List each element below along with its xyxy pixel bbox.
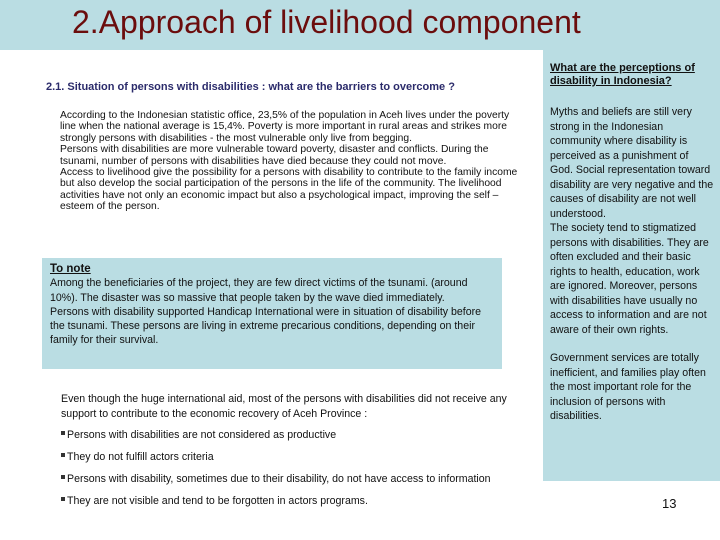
note-paragraph: Persons with disability supported Handicap International were in situation of disability before the tsunami. These persons are living in extreme precarious conditions, depending on their family for their survival. [50,305,482,347]
bullet-icon [61,453,65,457]
aid-bullet-list [61,428,511,509]
panel-paragraph: The society tend to stigmatized persons with disabilities. They are often excluded and their basic rights to health, education, work are ignored. Moreover, persons with disabilities have usually no access to information and are not aware of their own rights. [550,222,709,336]
panel-paragraph: Myths and beliefs are still very strong in the Indonesian community where disability is perceived as a punishment of God. Social representation toward disability are very negative and the causes of disability are not well understood. [550,106,714,220]
note-box [42,258,502,369]
list-item [61,450,511,465]
panel-heading: What are the perceptions of disability in Indonesia? [550,62,695,87]
bullet-text: Persons with disabilities are not considered as productive [67,429,337,441]
bullet-icon [61,431,65,435]
intro-text [60,110,525,213]
bullet-icon [61,497,65,501]
perceptions-panel [543,50,720,481]
section-heading: 2.1. Situation of persons with disabilities : what are the barriers to overcome ? [46,81,455,93]
intro-paragraph: Access to livelihood give the possibility for a persons with disability to contribute to the family income but also develop the social participation of the persons in the life of the community. The livelihood activities have not only an economic impact but also a psychological impact, improving the self –esteem of the person. [60,167,518,213]
intro-paragraph: According to the Indonesian statistic office, 23,5% of the population in Aceh lives under the poverty line when the national average is 15,4%. Poverty is more important in rural areas and strikes more strongly persons with disabilities - the most vulnerable only live from begging. [60,110,510,144]
note-paragraph: Among the beneficiaries of the project, they are few direct victims of the tsunami. (around 10%). The disaster was so massive that people taken by the wave died immediately. [50,277,468,304]
page-number: 13 [662,496,677,511]
intro-paragraph: Persons with disabilities are more vulnerable toward poverty, disaster and conflicts. During the tsunami, number of persons with disabilities have died because they could not move. [60,144,489,167]
list-item [61,472,511,487]
bullet-text: Persons with disability, sometimes due to their disability, do not have access to information [67,473,491,485]
list-item [61,428,511,443]
bullet-text: They do not fulfill actors criteria [67,451,214,463]
aid-section [61,392,511,516]
panel-paragraph: Government services are totally inefficient, and families play often the most important role for the inclusion of persons with disabilities. [550,352,706,422]
title-band [0,0,720,50]
bullet-icon [61,475,65,479]
aid-intro: Even though the huge international aid, most of the persons with disabilities did not receive any support to contribute to the economic recovery of Aceh Province : [61,393,507,420]
list-item [61,494,511,509]
bullet-text: They are not visible and tend to be forgotten in actors programs. [67,495,368,507]
note-heading: To note [50,263,91,275]
slide-title: 2.Approach of livelihood component [72,4,581,40]
